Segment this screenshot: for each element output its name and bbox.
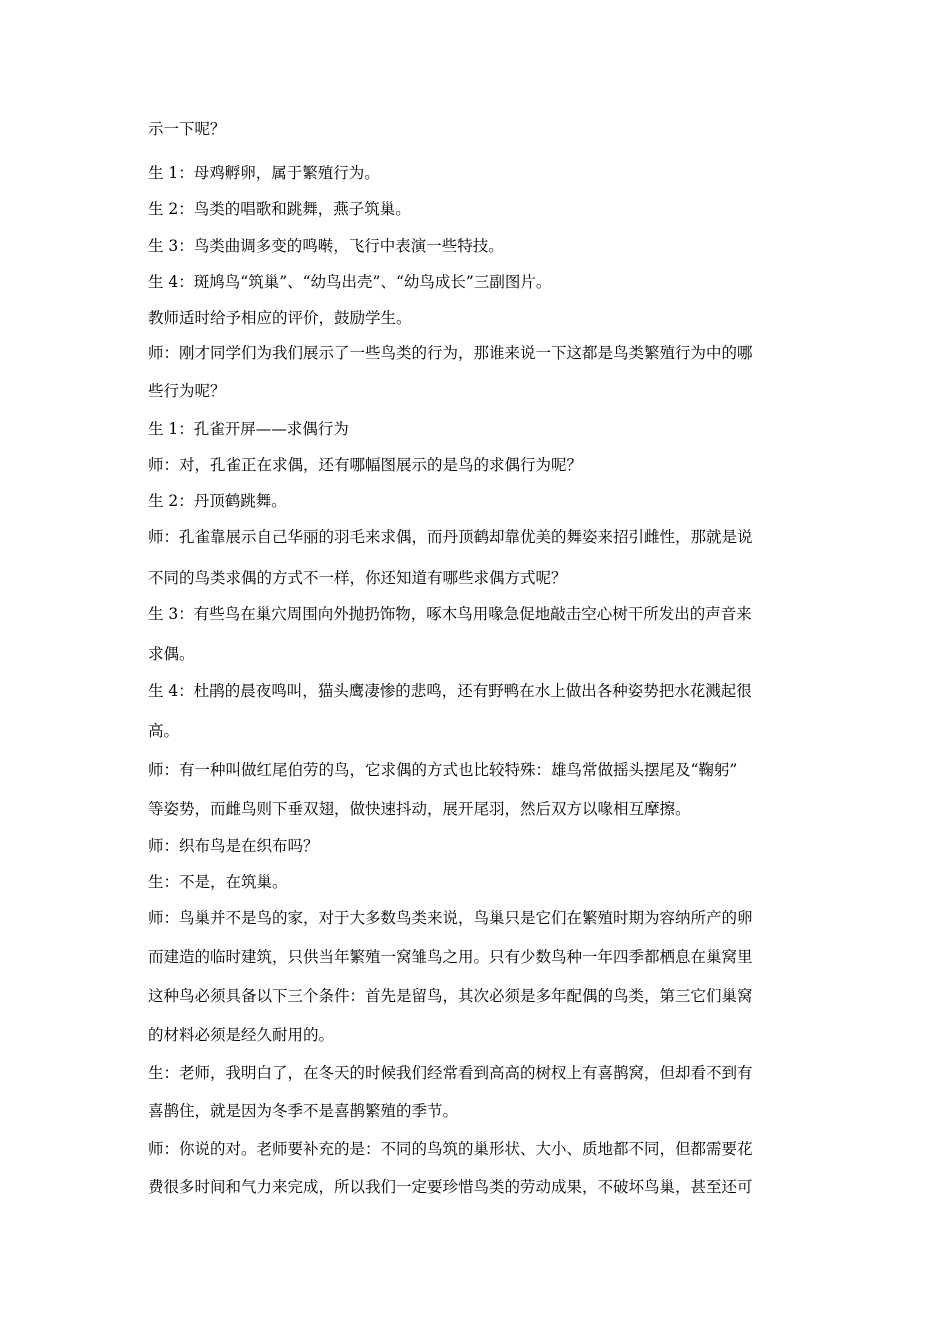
text-line: 师：孔雀靠展示自己华丽的羽毛来求偶，而丹顶鹤却靠优美的舞姿来招引雌性，那就是说 <box>148 528 753 546</box>
text-line: 师：你说的对。老师要补充的是：不同的鸟筑的巢形状、大小、质地都不同，但都需要花 <box>148 1140 753 1158</box>
text-line: 生 1：母鸡孵卵，属于繁殖行为。 <box>148 164 380 182</box>
text-line: 而建造的临时建筑，只供当年繁殖一窝雏鸟之用。只有少数鸟种一年四季都栖息在巢窝里 <box>148 948 753 966</box>
text-line: 师：对，孔雀正在求偶，还有哪幅图展示的是鸟的求偶行为呢？ <box>148 456 583 474</box>
text-line: 师：刚才同学们为我们展示了一些鸟类的行为，那谁来说一下这都是鸟类繁殖行为中的哪 <box>148 344 753 362</box>
text-line: 生：不是，在筑巢。 <box>148 873 288 891</box>
text-line: 喜鹊住，就是因为冬季不是喜鹊繁殖的季节。 <box>148 1102 459 1120</box>
text-line: 生 2：鸟类的唱歌和跳舞，燕子筑巢。 <box>148 200 411 218</box>
text-line: 的材料必须是经久耐用的。 <box>148 1026 335 1044</box>
text-line: 生 4：斑鸠鸟“筑巢”、“幼鸟出壳”、“幼鸟成长”三副图片。 <box>148 273 552 291</box>
text-line: 高。 <box>148 722 180 740</box>
text-line: 些行为呢？ <box>148 382 226 400</box>
text-line: 生 4：杜鹃的晨夜鸣叫，猫头鹰凄惨的悲鸣，还有野鸭在水上做出各种姿势把水花溅起很 <box>148 682 752 700</box>
text-line: 生 2：丹顶鹤跳舞。 <box>148 492 287 510</box>
text-line: 费很多时间和气力来完成，所以我们一定要珍惜鸟类的劳动成果，不破坏鸟巢，甚至还可 <box>148 1178 753 1196</box>
text-line: 师：有一种叫做红尾伯劳的鸟，它求偶的方式也比较特殊：雄鸟常做摇头摆尾及“鞠躬” <box>148 761 738 779</box>
text-line: 等姿势，而雌鸟则下垂双翅，做快速抖动，展开尾羽，然后双方以喙相互摩擦。 <box>148 800 691 818</box>
text-line: 求偶。 <box>148 645 195 663</box>
text-line: 师：织布鸟是在织布吗？ <box>148 837 319 855</box>
text-line: 生 3：鸟类曲调多变的鸣啭，飞行中表演一些特技。 <box>148 237 504 255</box>
text-line: 不同的鸟类求偶的方式不一样，你还知道有哪些求偶方式呢？ <box>148 569 567 587</box>
text-line: 示一下呢？ <box>148 120 226 138</box>
text-line: 生 3：有些鸟在巢穴周围向外抛扔饰物，啄木鸟用喙急促地敲击空心树干所发出的声音来 <box>148 605 752 623</box>
text-line: 生：老师，我明白了，在冬天的时候我们经常看到高高的树杈上有喜鹊窝，但却看不到有 <box>148 1064 753 1082</box>
text-line: 生 1：孔雀开屏——求偶行为 <box>148 420 349 438</box>
text-line: 师：鸟巢并不是鸟的家，对于大多数鸟类来说，鸟巢只是它们在繁殖时期为容纳所产的卵 <box>148 909 753 927</box>
text-line: 教师适时给予相应的评价，鼓励学生。 <box>148 309 412 327</box>
text-line: 这种鸟必须具备以下三个条件：首先是留鸟，其次必须是多年配偶的鸟类，第三它们巢窝 <box>148 987 753 1005</box>
